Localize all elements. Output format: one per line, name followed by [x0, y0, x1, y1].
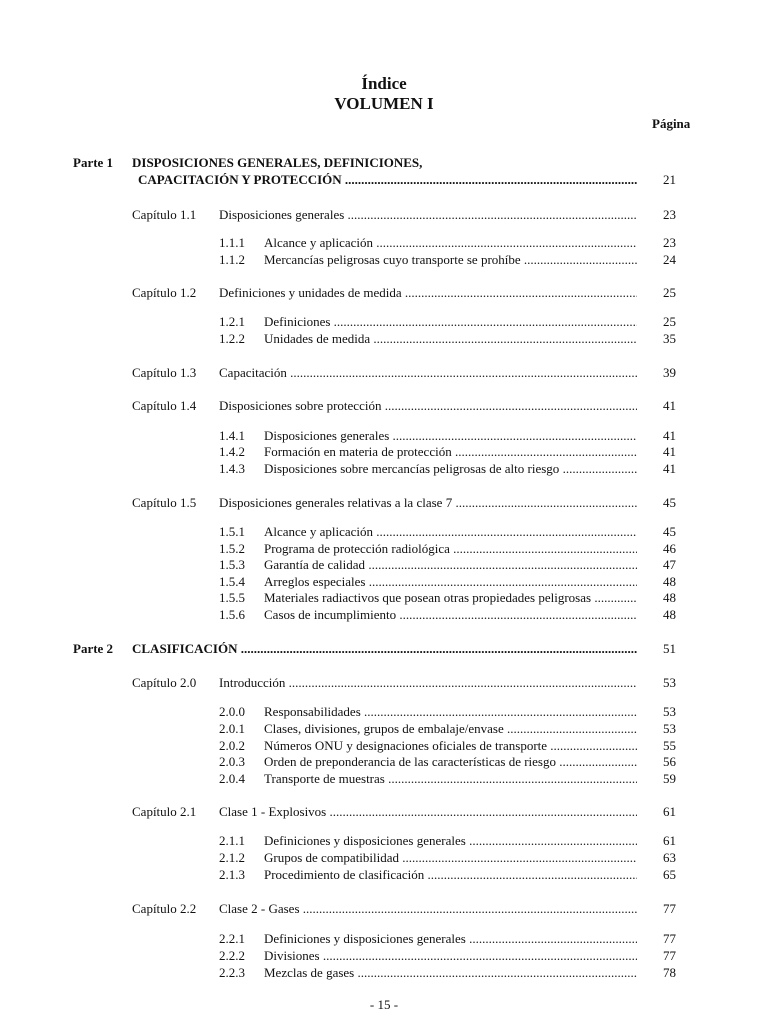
toc-entry-page: 63 — [663, 850, 676, 865]
toc-entry-title-text: CLASIFICACIÓN — [132, 641, 238, 656]
toc-entry[interactable] — [0, 675, 768, 691]
toc-entry-page: 78 — [663, 965, 676, 980]
toc-entry-label: Parte 1 — [73, 155, 114, 170]
page-column-label: Página — [652, 116, 691, 131]
toc-entry-title — [219, 495, 637, 511]
toc-entry-label: 1.5.4 — [219, 574, 245, 589]
toc-entry[interactable] — [0, 444, 768, 460]
toc-entry[interactable] — [0, 172, 768, 188]
toc-entry-title-text: Transporte de muestras — [264, 771, 385, 786]
toc-entry-title — [264, 607, 637, 623]
toc-entry-page: 77 — [663, 931, 676, 946]
toc-entry-page: 53 — [663, 704, 676, 719]
toc-entry-page: 45 — [663, 495, 676, 510]
toc-entry-label: 1.4.3 — [219, 461, 245, 476]
toc-entry-title-text: Programa de protección radiológica — [264, 541, 450, 556]
volume-title: VOLUMEN I — [334, 94, 434, 113]
toc-entry[interactable] — [0, 771, 768, 787]
toc-entry-label: Capítulo 2.2 — [132, 901, 197, 916]
toc-entry-label: 1.5.6 — [219, 607, 245, 622]
toc-entry-title-text: Definiciones y disposiciones generales — [264, 833, 466, 848]
toc-entry[interactable] — [0, 495, 768, 511]
toc-entry-title — [219, 365, 637, 381]
toc-entry[interactable] — [0, 365, 768, 381]
toc-entry-title — [264, 428, 637, 444]
toc-entry[interactable] — [0, 804, 768, 820]
toc-entry[interactable] — [0, 607, 768, 623]
toc-entry-title-text: Formación en materia de protección — [264, 444, 452, 459]
toc-entry-title-text: Procedimiento de clasificación — [264, 867, 425, 882]
toc-entry-title-text: Capacitación — [219, 365, 287, 380]
toc-entry-title-text: Números ONU y designaciones oficiales de transporte — [264, 738, 548, 753]
toc-entry-title-text: Disposiciones generales — [219, 207, 345, 222]
toc-entry-title — [264, 524, 637, 540]
toc-entry-page: 23 — [663, 207, 676, 222]
toc-entry-title — [264, 461, 637, 477]
toc-entry-title — [264, 833, 637, 849]
index-title: Índice — [361, 74, 407, 93]
toc-entry-title-text: Arreglos especiales — [264, 574, 366, 589]
toc-entry-title — [264, 541, 637, 557]
page-number: - 15 - — [369, 997, 399, 1012]
toc-entry-title-text: Disposiciones sobre mercancías peligrosas de alto riesgo — [264, 461, 560, 476]
toc-entry-title — [264, 850, 637, 866]
toc-entry[interactable] — [0, 207, 768, 223]
toc-entry[interactable] — [0, 574, 768, 590]
toc-entry-label: 1.4.2 — [219, 444, 245, 459]
toc-entry-label: 1.1.2 — [219, 252, 245, 267]
toc-entry-title-text: Casos de incumplimiento — [264, 607, 397, 622]
toc-entry-title-text: Disposiciones generales — [264, 428, 390, 443]
toc-entry[interactable] — [0, 833, 768, 849]
toc-entry-page: 24 — [663, 252, 676, 267]
toc-entry-label: Capítulo 2.0 — [132, 675, 197, 690]
toc-entry-page: 41 — [663, 444, 676, 459]
toc-entry-title-text: Definiciones y unidades de medida — [219, 285, 402, 300]
toc-entry[interactable] — [0, 738, 768, 754]
toc-entry[interactable] — [0, 965, 768, 981]
toc-entry-title — [264, 557, 637, 573]
toc-entry-page: 48 — [663, 574, 676, 589]
toc-entry-title-line1: DISPOSICIONES GENERALES, DEFINICIONES, — [132, 155, 423, 170]
toc-entry-label: 2.0.0 — [219, 704, 245, 719]
toc-entry-label: 1.5.5 — [219, 590, 245, 605]
toc-entry-page: 41 — [663, 461, 676, 476]
toc-entry-label: 1.2.1 — [219, 314, 245, 329]
toc-entry-label: 1.4.1 — [219, 428, 245, 443]
toc-entry-label: Capítulo 1.3 — [132, 365, 197, 380]
toc-entry-title — [264, 754, 637, 770]
toc-entry-title — [264, 252, 637, 268]
toc-entry-page: 56 — [663, 754, 676, 769]
toc-entry-page: 48 — [663, 607, 676, 622]
toc-entry-title-text: Materiales radiactivos que posean otras propiedades peligrosas — [264, 590, 592, 605]
toc-entry-title-text: Clase 1 - Explosivos — [219, 804, 327, 819]
toc-entry-page: 53 — [663, 721, 676, 736]
toc-entry-title — [264, 948, 637, 964]
toc-entry-label: Capítulo 1.1 — [132, 207, 197, 222]
toc-entry-title — [264, 721, 637, 737]
toc-entry-label: 1.5.1 — [219, 524, 245, 539]
toc-entry-page: 45 — [663, 524, 676, 539]
toc-entry-title-text: Alcance y aplicación — [264, 235, 373, 250]
toc-entry-label: 2.1.3 — [219, 867, 245, 882]
toc-entry[interactable] — [0, 314, 768, 330]
toc-entry-title — [264, 965, 637, 981]
toc-entry-page: 48 — [663, 590, 676, 605]
toc-entry-title-text: Responsabilidades — [264, 704, 361, 719]
toc-entry-title — [219, 675, 637, 691]
toc-entry-label: 2.1.1 — [219, 833, 245, 848]
toc-entry-title — [264, 771, 637, 787]
toc-entry-label: Capítulo 2.1 — [132, 804, 197, 819]
toc-entry[interactable] — [0, 331, 768, 347]
toc-entry[interactable] — [0, 252, 768, 268]
toc-entry[interactable] — [0, 867, 768, 883]
toc-entry-title-text: CAPACITACIÓN Y PROTECCIÓN — [138, 172, 342, 187]
toc-entry-label: 2.2.2 — [219, 948, 245, 963]
toc-entry-title — [264, 235, 637, 251]
toc-entry-page: 21 — [663, 172, 676, 187]
toc-entry-title-text: Unidades de medida — [264, 331, 371, 346]
toc-entry-label: 1.2.2 — [219, 331, 245, 346]
toc-entry-label: Capítulo 1.2 — [132, 285, 197, 300]
toc-entry-title-text: Clase 2 - Gases — [219, 901, 300, 916]
toc-entry-title — [219, 285, 637, 301]
toc-entry[interactable] — [0, 590, 768, 606]
toc-entry-title — [219, 901, 637, 917]
toc-entry-page: 47 — [663, 557, 676, 572]
toc-entry[interactable] — [0, 850, 768, 866]
toc-entry-label: 2.0.4 — [219, 771, 245, 786]
toc-entry-page: 41 — [663, 428, 676, 443]
toc-entry-page: 77 — [663, 901, 676, 916]
toc-entry-label: 2.0.1 — [219, 721, 245, 736]
toc-entry-page: 77 — [663, 948, 676, 963]
toc-entry-title — [264, 574, 637, 590]
toc-entry[interactable] — [0, 721, 768, 737]
toc-entry-label: 2.1.2 — [219, 850, 245, 865]
toc-entry-page: 35 — [663, 331, 676, 346]
toc-entry-page: 46 — [663, 541, 676, 556]
toc-entry-title-text: Clases, divisiones, grupos de embalaje/envase — [264, 721, 504, 736]
toc-entry-title-text: Definiciones — [264, 314, 331, 329]
toc-entry-page: 51 — [663, 641, 676, 656]
toc-entry-title-text: Definiciones y disposiciones generales — [264, 931, 466, 946]
toc-entry-title — [264, 314, 637, 330]
toc-entry-label: 1.5.3 — [219, 557, 245, 572]
toc-entry-title — [138, 172, 637, 188]
toc-entry-title-text: Disposiciones generales relativas a la clase 7 — [219, 495, 453, 510]
toc-entry-title-text: Alcance y aplicación — [264, 524, 373, 539]
toc-entry[interactable] — [0, 398, 768, 414]
toc-entry[interactable] — [0, 704, 768, 720]
toc-entry-title-text: Mercancías peligrosas cuyo transporte se prohíbe — [264, 252, 521, 267]
toc-entry-page: 55 — [663, 738, 676, 753]
toc-entry[interactable] — [0, 461, 768, 477]
toc-entry[interactable] — [0, 754, 768, 770]
toc-entry[interactable] — [0, 931, 768, 947]
toc-entry[interactable] — [0, 901, 768, 917]
toc-entry-label: 2.2.1 — [219, 931, 245, 946]
toc-entry-page: 23 — [663, 235, 676, 250]
toc-entry-title-text: Grupos de compatibilidad — [264, 850, 400, 865]
toc-entry-label: Parte 2 — [73, 641, 114, 656]
toc-entry-title — [264, 931, 637, 947]
toc-entry[interactable] — [0, 641, 768, 657]
toc-entry-label: 2.0.3 — [219, 754, 245, 769]
toc-entry-label: 1.1.1 — [219, 235, 245, 250]
toc-entry-page: 59 — [663, 771, 676, 786]
toc-entry-title-text: Divisiones — [264, 948, 320, 963]
toc-entry-label: 2.2.3 — [219, 965, 245, 980]
toc-entry-title — [264, 444, 637, 460]
toc-entry[interactable] — [0, 541, 768, 557]
toc-entry-title — [132, 641, 637, 657]
toc-entry-title — [264, 867, 637, 883]
toc-entry-title — [264, 331, 637, 347]
toc-entry[interactable] — [0, 285, 768, 301]
toc-entry-title — [219, 207, 637, 223]
toc-entry-title — [264, 590, 637, 606]
toc-entry-page: 25 — [663, 314, 676, 329]
toc-entry-title — [264, 738, 637, 754]
toc-entry[interactable] — [0, 524, 768, 540]
toc-entry-title — [264, 704, 637, 720]
toc-entry-page: 25 — [663, 285, 676, 300]
toc-entry-title-text: Mezclas de gases — [264, 965, 355, 980]
toc-entry-title-text: Disposiciones sobre protección — [219, 398, 382, 413]
toc-entry-page: 61 — [663, 833, 676, 848]
toc-entry[interactable] — [0, 948, 768, 964]
toc-entry-label: Capítulo 1.5 — [132, 495, 197, 510]
toc-entry-page: 41 — [663, 398, 676, 413]
toc-entry-label: Capítulo 1.4 — [132, 398, 197, 413]
toc-entry-label: 2.0.2 — [219, 738, 245, 753]
toc-entry[interactable] — [0, 235, 768, 251]
toc-entry-page: 53 — [663, 675, 676, 690]
toc-entry-title — [219, 804, 637, 820]
toc-entry-page: 39 — [663, 365, 676, 380]
toc-entry-title-text: Garantía de calidad — [264, 557, 366, 572]
toc-entry-title — [219, 398, 637, 414]
toc-entry-page: 65 — [663, 867, 676, 882]
toc-entry[interactable] — [0, 557, 768, 573]
toc-entry-title-text: Orden de preponderancia de las características de riesgo — [264, 754, 556, 769]
toc-entry-title-text: Introducción — [219, 675, 286, 690]
toc-entry-page: 61 — [663, 804, 676, 819]
toc-entry[interactable] — [0, 428, 768, 444]
toc-entry-label: 1.5.2 — [219, 541, 245, 556]
